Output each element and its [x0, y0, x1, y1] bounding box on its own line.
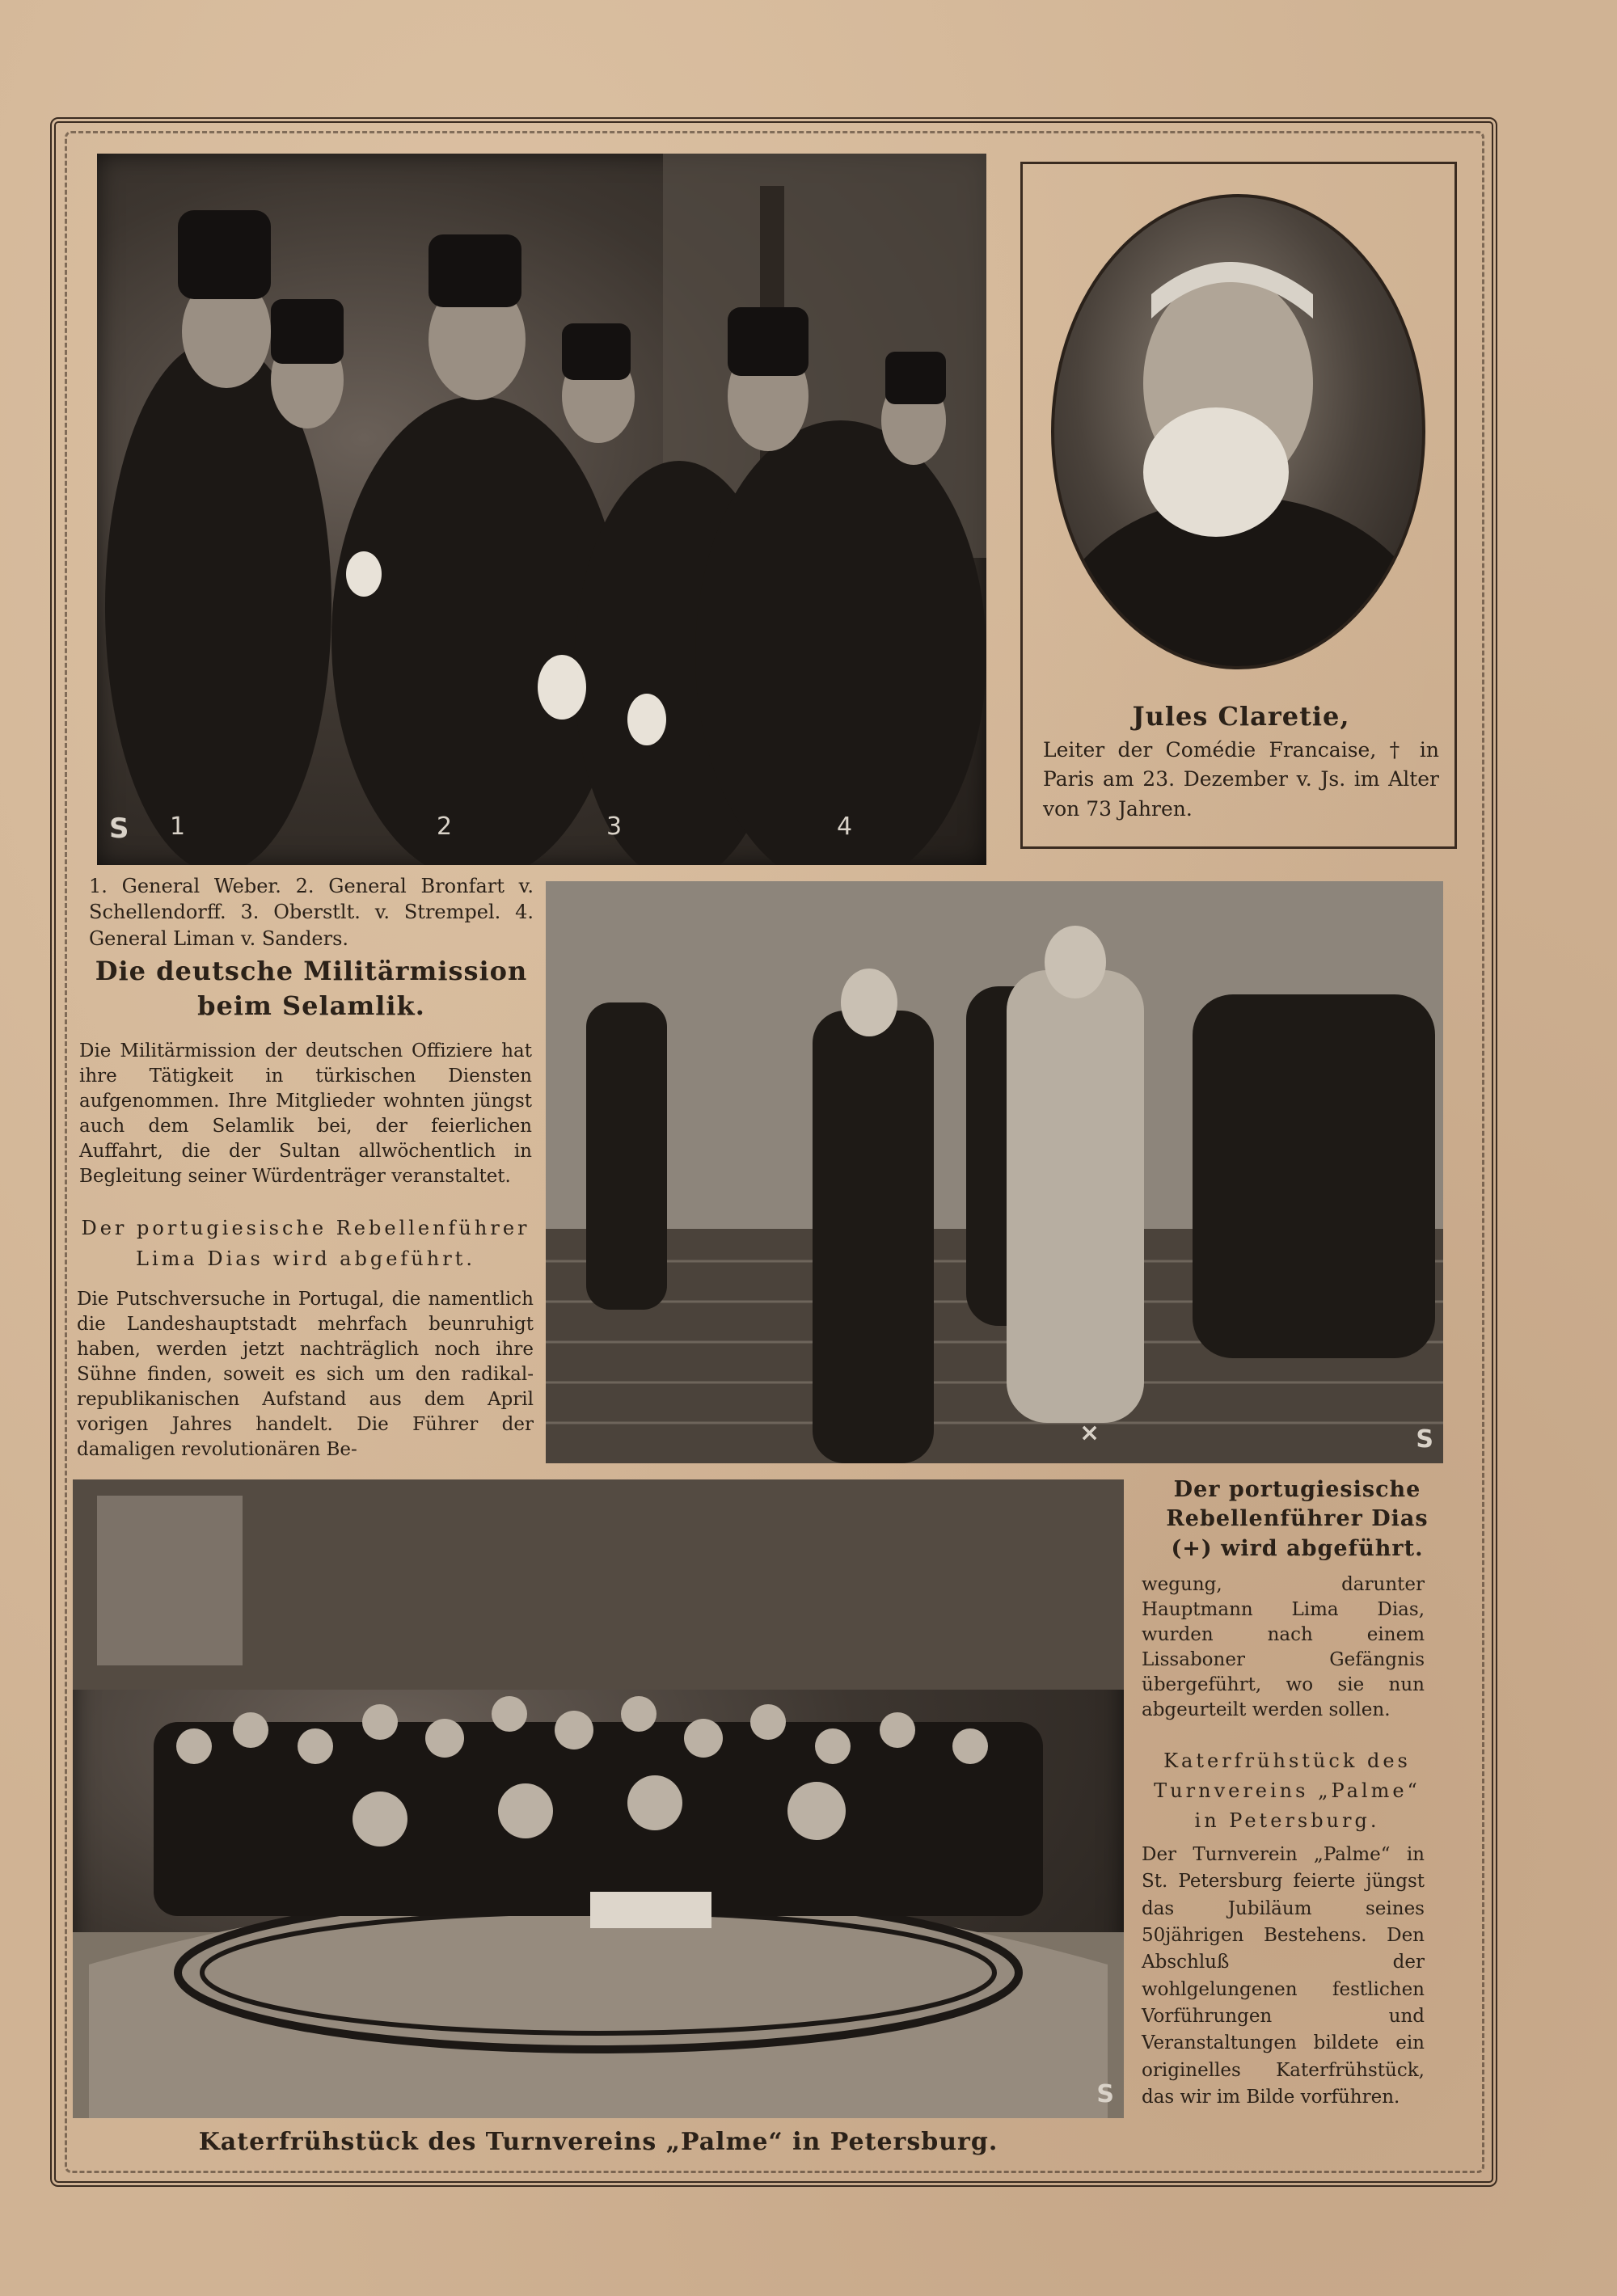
dias-illustration: [546, 881, 1443, 1463]
photo-mark-palme: S: [1096, 2080, 1114, 2108]
banquet-illustration: [73, 1479, 1124, 2118]
portrait-name: Jules Claretie,: [1132, 701, 1350, 732]
photo-mark-top-left: S: [109, 812, 129, 845]
dias-body: Die Putschversuche in Portugal, die namentlich die Landeshauptstadt mehrfach beunruhigt haben, werden jetzt nachträglich noch ihre Sühne finden, soweit es sich um den radikal-republikanischen Aufstand aus dem April vorigen Jahres handelt. Die Führer der damaligen revolutionären Be-: [77, 1289, 534, 1461]
dias-heading: Der portugiesische Rebellenführer Lima Dias wird abgeführt.: [81, 1217, 530, 1271]
photo-number-2: 2: [437, 812, 453, 841]
mission-body: Die Militärmission der deutschen Offiziere hat ihre Tätigkeit in türkischen Diensten aufgenommen. Ihre Mitglieder wohnten jüngst auch dem Selamlik bei, der feierlichen Auffahrt, die der Sultan allwöchentlich in Begleitung seiner Würdenträger veranstaltet.: [79, 1040, 532, 1188]
photo-palme: [73, 1479, 1124, 2118]
portrait-illustration: [1054, 197, 1422, 666]
portrait-text: Leiter der Comédie Francaise, † in Paris am 23. Dezember v. Js. im Alter von 73 Jahren.: [1043, 738, 1439, 821]
photo-number-4: 4: [837, 812, 853, 841]
dias-cross: ×: [1079, 1419, 1100, 1447]
mission-heading: Die deutsche Militärmission beim Selamlik.: [95, 956, 528, 1022]
portrait-jules-claretie: [1051, 194, 1425, 669]
photo-dias: [546, 881, 1443, 1463]
palme-body: Der Turnverein „Palme“ in St. Petersburg feierte jüngst das Jubiläum seines 50jährigen Bestehens. Den Abschluß der wohlgelungenen festlichen Vorführungen und Veranstaltungen bildete ein originelles Katerfrühstück, das wir im Bilde vorführen.: [1142, 1844, 1425, 2108]
palme-photo-caption: Katerfrühstück des Turnvereins „Palme“ in Petersburg.: [198, 2128, 998, 2156]
photo-number-3: 3: [606, 812, 623, 841]
officers-illustration: [97, 154, 986, 865]
palme-heading: Katerfrühstück des Turnvereins „Palme“ in Petersburg.: [1154, 1749, 1421, 1833]
dias-photo-caption: Der portugiesische Rebellenführer Dias (+) wird abgeführt.: [1166, 1477, 1429, 1561]
dias-continuation: wegung, darunter Hauptmann Lima Dias, wurden nach einem Lissaboner Gefängnis übergeführt, wo sie nun abgeurteilt werden sollen.: [1142, 1574, 1425, 1721]
photo-number-1: 1: [170, 812, 186, 841]
photo-military-mission: [97, 154, 986, 865]
mission-caption-list: 1. General Weber. 2. General Bronfart v. Schellendorff. 3. Oberstlt. v. Strempel. 4. General Liman v. Sanders.: [89, 875, 534, 950]
photo-mark-dias: S: [1416, 1425, 1433, 1454]
